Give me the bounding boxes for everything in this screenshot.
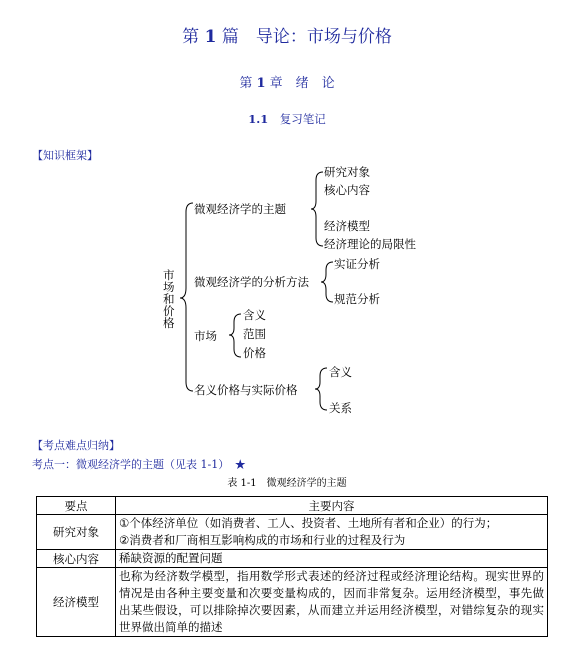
branch-label: 微观经济学的主题 <box>194 202 286 216</box>
table-header-cell: 要点 <box>37 497 116 515</box>
leaf-label: 经济理论的局限性 <box>324 237 416 251</box>
table-caption: 表 1-1 微观经济学的主题 <box>227 478 347 489</box>
tree-root-char: 价 <box>163 304 175 318</box>
knowledge-framework-label: 【知识框架】 <box>32 149 98 162</box>
tree-root-char: 格 <box>163 316 175 330</box>
tree-root-char: 和 <box>163 292 175 306</box>
leaf-label: 研究对象 <box>324 165 370 179</box>
sub-brace <box>315 368 327 410</box>
branch-label: 微观经济学的分析方法 <box>194 275 309 289</box>
table-header-cell: 主要内容 <box>116 497 548 515</box>
star-icon: ★ <box>234 458 246 471</box>
table-key-cell: 研究对象 <box>37 515 116 550</box>
tree-root-char: 市 <box>163 268 175 282</box>
leaf-label: 核心内容 <box>324 183 370 197</box>
leaf-label: 含义 <box>329 365 352 379</box>
table-row <box>37 568 548 637</box>
keypoints-label: 【考点难点归纳】 <box>32 439 120 452</box>
main-brace <box>180 203 193 391</box>
branch-label: 市场 <box>194 329 217 343</box>
sub-brace <box>229 314 241 357</box>
leaf-label: 经济模型 <box>324 219 370 233</box>
table-row <box>37 515 548 550</box>
part-title: 第 1 篇 导论：市场与价格 <box>182 27 392 47</box>
keypoint-title: 考点一：微观经济学的主题（见表 1-1） ★ <box>32 458 246 471</box>
leaf-label: 实证分析 <box>334 257 380 271</box>
leaf-label: 范围 <box>243 327 266 341</box>
leaf-label: 规范分析 <box>334 292 380 306</box>
table-header-row <box>37 497 548 515</box>
table-value-cell: 也称为经济数学模型，指用数学形式表述的经济过程或经济理论结构。现实世界的情况是由各种主要变量和次要变量构成的，因而非常复杂。运用经济模型，事先做出某些假设，可以排除掉次要因素，从而建立并运用经济模型，对错综复杂的现实世界做出简单的描述 <box>116 568 548 637</box>
section-title: 1.1 复习笔记 <box>248 112 326 126</box>
table-key-cell: 经济模型 <box>37 568 116 637</box>
sub-brace <box>321 262 333 302</box>
tree-root-char: 场 <box>163 280 175 294</box>
branch-label: 名义价格与实际价格 <box>194 383 298 397</box>
table-value-cell: 稀缺资源的配置问题 <box>116 550 548 568</box>
chapter-title: 第 1 章 绪 论 <box>239 76 335 91</box>
table-key-cell: 核心内容 <box>37 550 116 568</box>
leaf-label: 含义 <box>243 308 266 322</box>
leaf-label: 价格 <box>243 346 266 360</box>
table-value-cell: ①个体经济单位（如消费者、工人、投资者、土地所有者和企业）的行为； ②消费者和厂商相互影响构成的市场和行业的过程及行为 <box>116 515 548 550</box>
sub-brace <box>311 172 323 246</box>
leaf-label: 关系 <box>329 401 352 415</box>
table-row <box>37 550 548 568</box>
topics-table <box>36 496 548 637</box>
